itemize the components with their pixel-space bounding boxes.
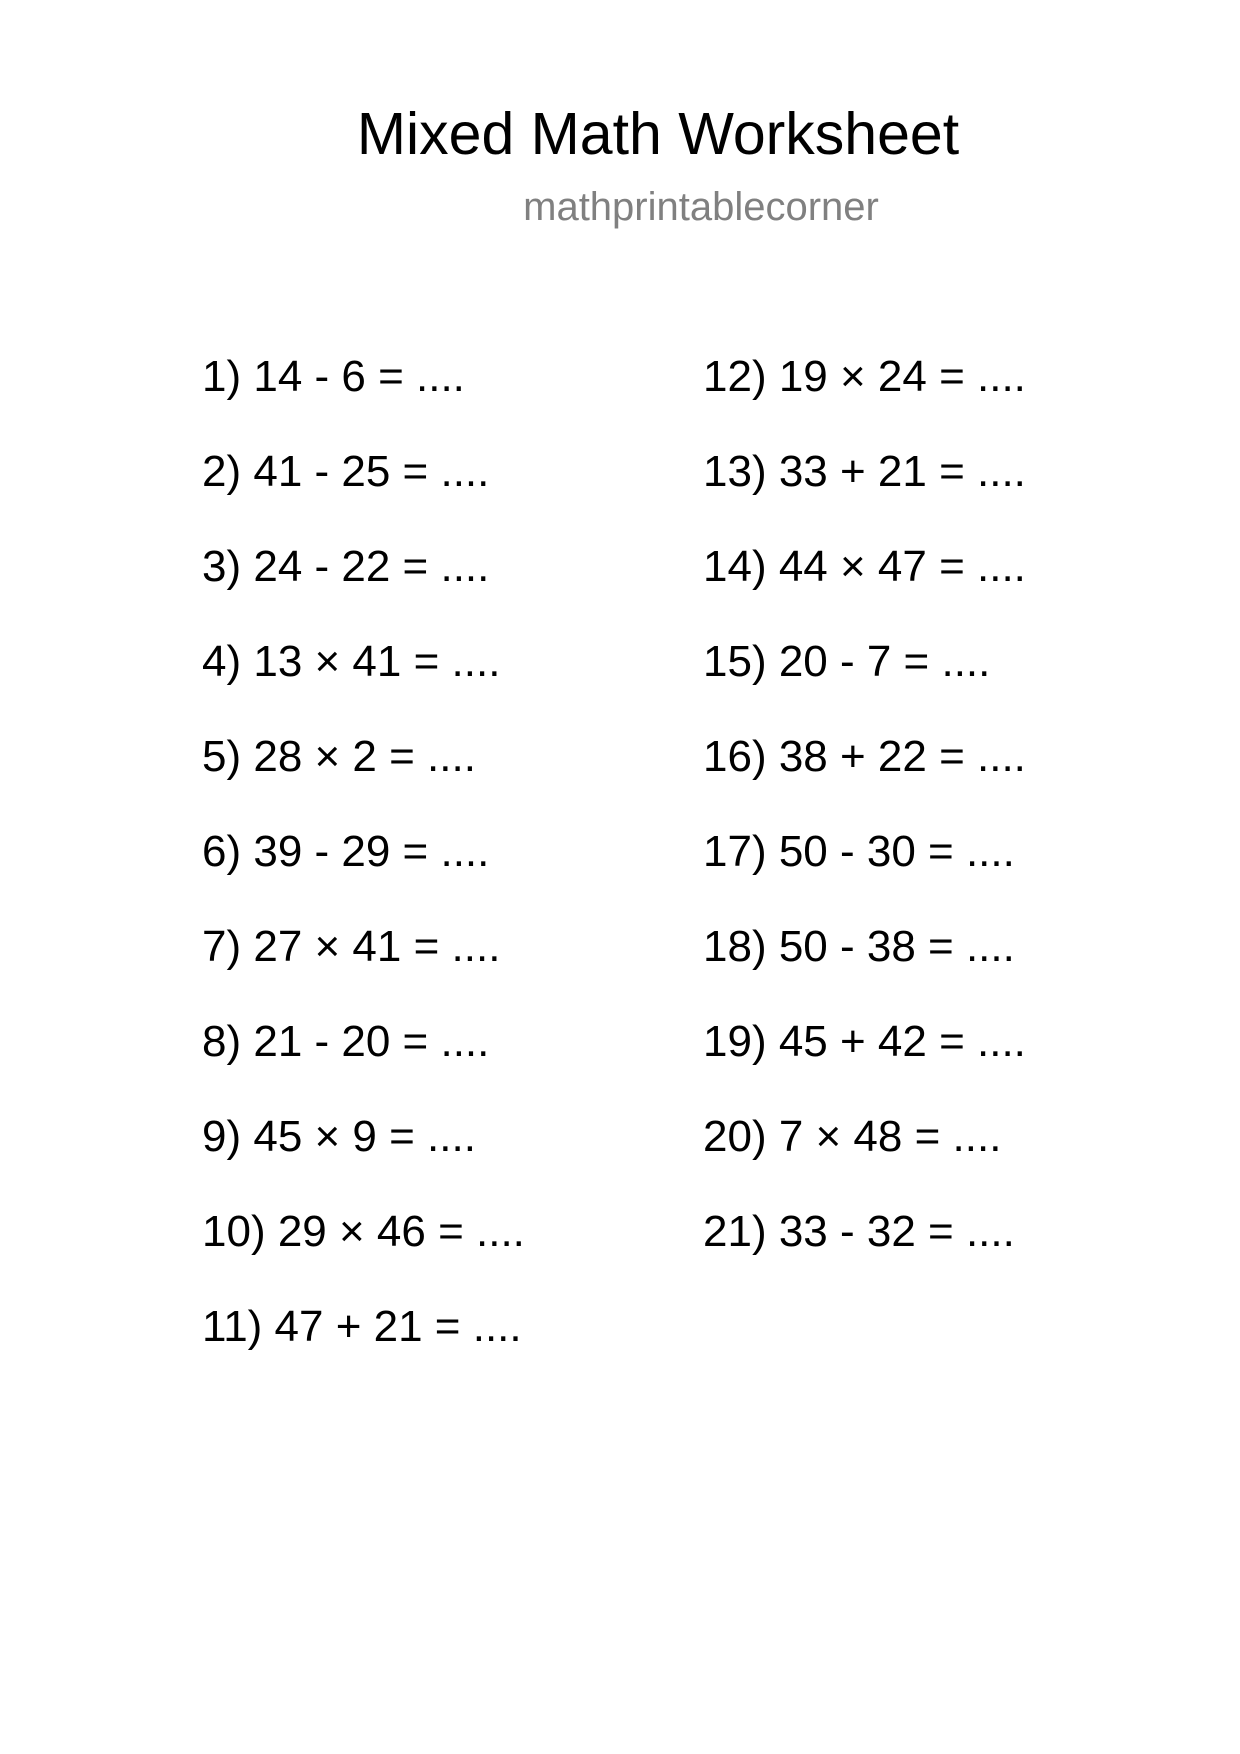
problem-list-right <box>703 351 1026 1301</box>
problem-item: 15) 20 - 7 = .... <box>703 637 991 686</box>
problem-item: 11) 47 + 21 = .... <box>202 1302 522 1351</box>
problem-item: 1) 14 - 6 = .... <box>202 352 465 401</box>
problem-item: 19) 45 + 42 = .... <box>703 1017 1026 1066</box>
problem-item: 21) 33 - 32 = .... <box>703 1207 1015 1256</box>
problem-item: 9) 45 × 9 = .... <box>202 1112 476 1161</box>
page-subtitle: mathprintablecorner <box>523 185 879 229</box>
problem-list-left <box>202 351 525 1396</box>
problem-item: 10) 29 × 46 = .... <box>202 1207 525 1256</box>
problem-item: 18) 50 - 38 = .... <box>703 922 1015 971</box>
problem-item: 14) 44 × 47 = .... <box>703 542 1026 591</box>
problem-item: 5) 28 × 2 = .... <box>202 732 476 781</box>
problem-item: 20) 7 × 48 = .... <box>703 1112 1002 1161</box>
problem-item: 6) 39 - 29 = .... <box>202 827 490 876</box>
page-title: Mixed Math Worksheet <box>356 101 960 167</box>
problem-item: 12) 19 × 24 = .... <box>703 352 1026 401</box>
problem-item: 7) 27 × 41 = .... <box>202 922 501 971</box>
problem-item: 8) 21 - 20 = .... <box>202 1017 490 1066</box>
problem-item: 13) 33 + 21 = .... <box>703 447 1026 496</box>
problem-item: 4) 13 × 41 = .... <box>202 637 501 686</box>
problem-item: 2) 41 - 25 = .... <box>202 447 490 496</box>
problem-item: 16) 38 + 22 = .... <box>703 732 1026 781</box>
problem-item: 17) 50 - 30 = .... <box>703 827 1015 876</box>
problem-item: 3) 24 - 22 = .... <box>202 542 490 591</box>
